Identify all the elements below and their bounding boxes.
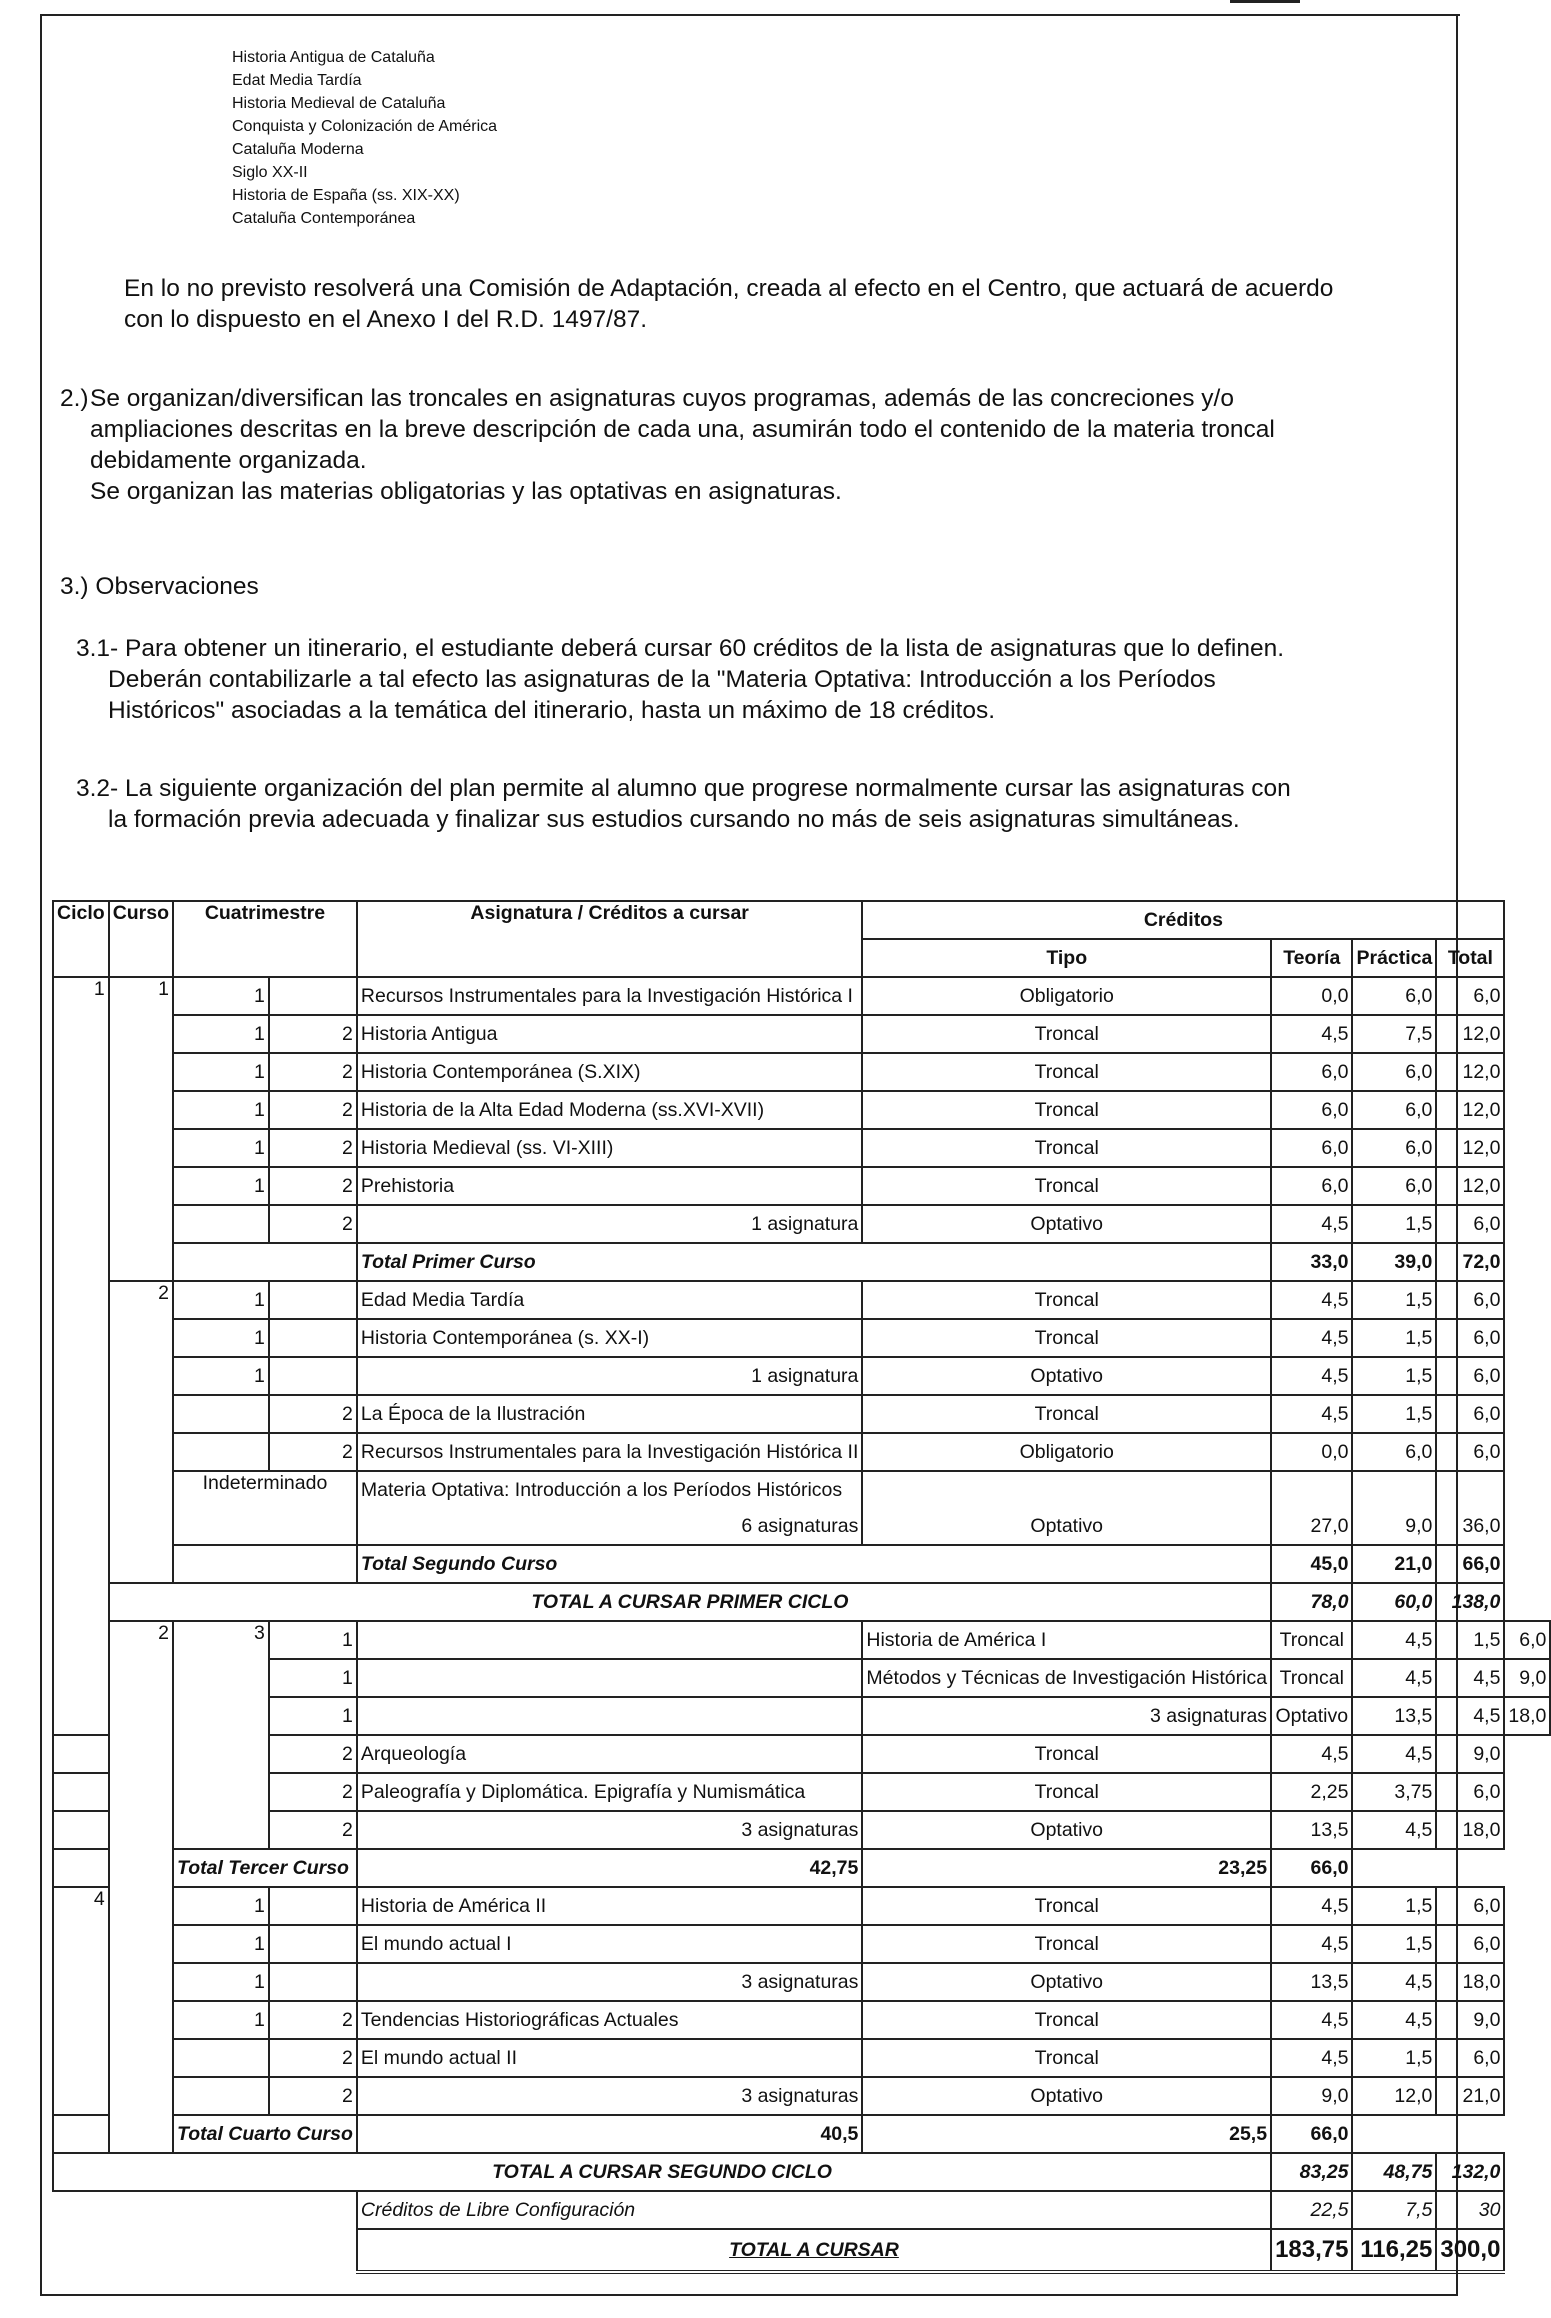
cuatri-2 — [269, 1887, 357, 1925]
tipo: Troncal — [862, 2039, 1271, 2077]
table-row — [53, 1433, 1550, 1471]
cuatri-2: 2 — [269, 2077, 357, 2115]
cuatri-1 — [173, 2039, 269, 2077]
tipo: Troncal — [862, 1167, 1271, 1205]
asignatura: Recursos Instrumentales para la Investigación Histórica I — [357, 977, 862, 1015]
intro-line-2: con lo dispuesto en el Anexo I del R.D. 1497/87. — [124, 306, 648, 333]
teoria: 4,5 — [1271, 2001, 1352, 2039]
practica: 6,0 — [1352, 1433, 1436, 1471]
header-curso: Curso — [109, 901, 173, 977]
cuatri-2 — [269, 977, 357, 1015]
total: 6,0 — [1436, 1357, 1504, 1395]
tipo: Obligatorio — [862, 1433, 1271, 1471]
tipo: Troncal — [1271, 1659, 1352, 1697]
cuatri-1: 1 — [173, 1887, 269, 1925]
tipo: Troncal — [862, 1091, 1271, 1129]
tipo: Troncal — [862, 1281, 1271, 1319]
cuatri-2 — [357, 1659, 862, 1697]
total: 9,0 — [1436, 2001, 1504, 2039]
total-label: Total Primer Curso — [357, 1243, 1271, 1281]
table-row — [53, 2039, 1550, 2077]
practica: 1,5 — [1352, 1925, 1436, 1963]
cycle-total-row — [53, 1583, 1550, 1621]
practica: 6,0 — [1352, 1129, 1436, 1167]
cycle-total-practica: 48,75 — [1352, 2153, 1436, 2191]
table-row — [53, 1281, 1550, 1319]
table-row — [53, 1963, 1550, 2001]
cuatri-1 — [173, 1205, 269, 1243]
cuatri-2: 2 — [269, 1091, 357, 1129]
tipo: Troncal — [862, 1887, 1271, 1925]
total: 6,0 — [1436, 2039, 1504, 2077]
asignatura: 3 asignaturas — [357, 1963, 862, 2001]
total-total: 72,0 — [1436, 1243, 1504, 1281]
cuatri-2 — [269, 1963, 357, 2001]
total-practica: 39,0 — [1352, 1243, 1436, 1281]
header-creditos: Créditos — [862, 901, 1504, 939]
teoria: 2,25 — [1271, 1773, 1352, 1811]
grand-total-total: 300,0 — [1436, 2229, 1504, 2272]
cuatri-2 — [269, 1925, 357, 1963]
cuatri-1 — [173, 1395, 269, 1433]
cuatri-1 — [173, 2077, 269, 2115]
teoria: 4,5 — [1271, 1395, 1352, 1433]
total-teoria: 45,0 — [1271, 1545, 1352, 1583]
total-label: Total Segundo Curso — [357, 1545, 1271, 1583]
teoria: 9,0 — [1271, 2077, 1352, 2115]
asignatura: Materia Optativa: Introducción a los Períodos Históricos — [357, 1471, 862, 1508]
cuatri-2 — [269, 1357, 357, 1395]
asignatura: Historia de América I — [862, 1621, 1271, 1659]
total: 36,0 — [1436, 1508, 1504, 1545]
total-practica: 25,5 — [862, 2115, 1271, 2153]
cycle-total-teoria: 78,0 — [1271, 1583, 1352, 1621]
total: 12,0 — [1436, 1091, 1504, 1129]
teoria: 4,5 — [1271, 1735, 1352, 1773]
teoria: 6,0 — [1271, 1053, 1352, 1091]
practica: 1,5 — [1352, 1319, 1436, 1357]
total: 6,0 — [1436, 1773, 1504, 1811]
asignatura: El mundo actual I — [357, 1925, 862, 1963]
practica: 7,5 — [1352, 1015, 1436, 1053]
libre-label: Créditos de Libre Configuración — [357, 2191, 1271, 2229]
cycle-total-total: 138,0 — [1436, 1583, 1504, 1621]
practica: 3,75 — [1352, 1773, 1436, 1811]
tipo: Optativo — [862, 2077, 1271, 2115]
table-row — [53, 1659, 1550, 1697]
tipo-empty — [862, 1471, 1271, 1508]
cuatri-2: 2 — [269, 1811, 357, 1849]
asignatura: Paleografía y Diplomática. Epigrafía y Numismática — [357, 1773, 862, 1811]
teoria: 4,5 — [1271, 1015, 1352, 1053]
grand-total-teoria: 183,75 — [1271, 2229, 1352, 2272]
cuatri-2: 2 — [269, 1735, 357, 1773]
grand-total-row — [53, 2229, 1550, 2272]
cuatri-1: 1 — [269, 1621, 357, 1659]
spacer — [53, 2229, 357, 2272]
teoria: 6,0 — [1271, 1091, 1352, 1129]
practica: 6,0 — [1352, 1167, 1436, 1205]
table-row — [53, 1735, 1550, 1773]
table-row — [53, 977, 1550, 1015]
teoria: 6,0 — [1271, 1129, 1352, 1167]
total: 6,0 — [1436, 1281, 1504, 1319]
header-tipo: Tipo — [862, 939, 1271, 977]
curso-cell: 4 — [53, 1887, 109, 2115]
total-total: 66,0 — [1271, 2115, 1352, 2153]
tipo: Optativo — [862, 1508, 1271, 1545]
libre-total: 30 — [1436, 2191, 1504, 2229]
practica: 4,5 — [1352, 1811, 1436, 1849]
total: 12,0 — [1436, 1053, 1504, 1091]
list-item: Historia de España (ss. XIX-XX) — [232, 187, 460, 204]
cuatri-2 — [357, 1697, 862, 1735]
practica: 1,5 — [1436, 1621, 1504, 1659]
tipo: Optativo — [862, 1811, 1271, 1849]
spacer — [53, 2115, 173, 2153]
table-row — [53, 1205, 1550, 1243]
cuatri-indeterminado: Indeterminado — [173, 1471, 357, 1545]
table-row — [53, 1091, 1550, 1129]
spacer — [173, 1545, 357, 1583]
total-total: 66,0 — [1436, 1545, 1504, 1583]
section-3-1-line-2: Deberán contabilizarle a tal efecto las asignaturas de la "Materia Optativa: Introducción a los Períodos — [108, 666, 1216, 693]
practica: 1,5 — [1352, 1357, 1436, 1395]
table-row — [53, 1129, 1550, 1167]
practica: 1,5 — [1352, 1281, 1436, 1319]
practica: 1,5 — [1352, 1395, 1436, 1433]
cuatri-1: 1 — [173, 1319, 269, 1357]
ciclo-cell: 2 — [109, 1621, 173, 2153]
total-teoria: 40,5 — [357, 2115, 862, 2153]
practica: 6,0 — [1352, 1053, 1436, 1091]
total: 6,0 — [1436, 1205, 1504, 1243]
tipo: Troncal — [862, 1925, 1271, 1963]
total: 21,0 — [1436, 2077, 1504, 2115]
spacer — [173, 1243, 357, 1281]
cuatri-1: 1 — [173, 1015, 269, 1053]
list-item: Historia Medieval de Cataluña — [232, 95, 446, 112]
curso-cell: 2 — [109, 1281, 173, 1583]
tipo: Troncal — [862, 1015, 1271, 1053]
practica: 9,0 — [1352, 1508, 1436, 1545]
asignatura: Edad Media Tardía — [357, 1281, 862, 1319]
teoria: 6,0 — [1271, 1167, 1352, 1205]
teoria: 13,5 — [1352, 1697, 1436, 1735]
teoria: 4,5 — [1271, 1281, 1352, 1319]
practica: 1,5 — [1352, 1887, 1436, 1925]
table-row — [53, 1773, 1550, 1811]
subject-list — [232, 46, 497, 230]
asignatura: 1 asignatura — [357, 1357, 862, 1395]
cuatri-1: 1 — [173, 1091, 269, 1129]
cuatri-2: 2 — [269, 1015, 357, 1053]
total: 6,0 — [1436, 1925, 1504, 1963]
total-row — [53, 1849, 1550, 1887]
libre-practica: 7,5 — [1352, 2191, 1436, 2229]
table-row — [53, 1811, 1550, 1849]
total: 12,0 — [1436, 1167, 1504, 1205]
teoria: 0,0 — [1271, 1433, 1352, 1471]
cuatri-2: 2 — [269, 2039, 357, 2077]
total: 6,0 — [1504, 1621, 1550, 1659]
total: 12,0 — [1436, 1015, 1504, 1053]
practica-empty — [1352, 1471, 1436, 1508]
libre-teoria: 22,5 — [1271, 2191, 1352, 2229]
header-row — [53, 901, 1550, 939]
asignatura-count: 6 asignaturas — [357, 1508, 862, 1545]
cuatri-2: 2 — [269, 1205, 357, 1243]
section-3-title: 3.) Observaciones — [60, 573, 259, 600]
spacer — [53, 1849, 173, 1887]
total: 6,0 — [1436, 977, 1504, 1015]
table-row — [53, 1167, 1550, 1205]
total-practica: 23,25 — [862, 1849, 1271, 1887]
total-label: Total Tercer Curso — [173, 1849, 357, 1887]
teoria: 4,5 — [1271, 1357, 1352, 1395]
total: 18,0 — [1436, 1963, 1504, 2001]
cuatri-1: 1 — [173, 977, 269, 1015]
tipo: Optativo — [862, 1963, 1271, 2001]
total-practica: 21,0 — [1352, 1545, 1436, 1583]
section-2-line-4: Se organizan las materias obligatorias y las optativas en asignaturas. — [90, 478, 842, 505]
tipo: Optativo — [862, 1205, 1271, 1243]
asignatura: Tendencias Historiográficas Actuales — [357, 2001, 862, 2039]
tipo: Troncal — [862, 1053, 1271, 1091]
cuatri-1 — [53, 1773, 109, 1811]
tipo: Optativo — [1271, 1697, 1352, 1735]
table-row — [53, 2077, 1550, 2115]
teoria: 4,5 — [1271, 1925, 1352, 1963]
cuatri-1 — [173, 1433, 269, 1471]
total: 12,0 — [1436, 1129, 1504, 1167]
header-asignatura: Asignatura / Créditos a cursar — [357, 901, 862, 977]
asignatura: 3 asignaturas — [862, 1697, 1271, 1735]
cuatri-2: 2 — [269, 1773, 357, 1811]
section-3-2-line-2: la formación previa adecuada y finalizar sus estudios cursando no más de seis asignaturas simultáneas. — [108, 806, 1240, 833]
practica: 4,5 — [1352, 2001, 1436, 2039]
tipo: Troncal — [862, 2001, 1271, 2039]
section-2-line-1: Se organizan/diversifican las troncales en asignaturas cuyos programas, además de las concreciones y/o — [90, 385, 1234, 412]
tipo: Troncal — [862, 1735, 1271, 1773]
asignatura: Historia Antigua — [357, 1015, 862, 1053]
total-empty — [1436, 1471, 1504, 1508]
curso-cell: 3 — [173, 1621, 269, 1849]
asignatura: 1 asignatura — [357, 1205, 862, 1243]
header-practica: Práctica — [1352, 939, 1436, 977]
intro-line-1: En lo no previsto resolverá una Comisión de Adaptación, creada al efecto en el Centro, que actuará de acuerdo — [124, 275, 1334, 302]
section-3-1-line-1: 3.1- Para obtener un itinerario, el estudiante deberá cursar 60 créditos de la lista de asignaturas que lo definen. — [76, 635, 1285, 662]
cuatri-1: 1 — [173, 1357, 269, 1395]
teoria: 4,5 — [1271, 1887, 1352, 1925]
cycle-total-total: 132,0 — [1436, 2153, 1504, 2191]
table-row — [53, 1319, 1550, 1357]
section-3-1-line-3: Históricos" asociadas a la temática del itinerario, hasta un máximo de 18 créditos. — [108, 697, 996, 724]
asignatura: 3 asignaturas — [357, 2077, 862, 2115]
table-row — [53, 1697, 1550, 1735]
asignatura: Historia de América II — [357, 1887, 862, 1925]
table-row — [53, 1887, 1550, 1925]
teoria: 4,5 — [1271, 1205, 1352, 1243]
asignatura: Historia de la Alta Edad Moderna (ss.XVI-XVII) — [357, 1091, 862, 1129]
teoria: 4,5 — [1271, 2039, 1352, 2077]
spacer — [53, 2191, 357, 2229]
practica: 4,5 — [1352, 1963, 1436, 2001]
cuatri-2: 2 — [269, 2001, 357, 2039]
cuatri-2: 2 — [269, 1433, 357, 1471]
practica: 4,5 — [1436, 1697, 1504, 1735]
section-2-number: 2.) — [60, 385, 89, 412]
cycle-total-row — [53, 2153, 1550, 2191]
cycle-total-practica: 60,0 — [1352, 1583, 1436, 1621]
table-row — [53, 1015, 1550, 1053]
header-total: Total — [1436, 939, 1504, 977]
list-item: Historia Antigua de Cataluña — [232, 49, 435, 66]
cuatri-2 — [269, 1281, 357, 1319]
cuatri-1: 1 — [173, 1925, 269, 1963]
practica: 6,0 — [1352, 1091, 1436, 1129]
total-row — [53, 2115, 1550, 2153]
table-row — [53, 1925, 1550, 1963]
practica: 12,0 — [1352, 2077, 1436, 2115]
corner-mark — [1230, 0, 1300, 3]
cuatri-1 — [53, 1811, 109, 1849]
table-row — [53, 2001, 1550, 2039]
cuatri-1: 1 — [173, 1053, 269, 1091]
total-row — [53, 1243, 1550, 1281]
practica: 4,5 — [1436, 1659, 1504, 1697]
tipo: Obligatorio — [862, 977, 1271, 1015]
teoria: 13,5 — [1271, 1811, 1352, 1849]
list-item: Conquista y Colonización de América — [232, 118, 498, 135]
curso-cell: 1 — [109, 977, 173, 1281]
list-item: Cataluña Contemporánea — [232, 210, 416, 227]
total: 6,0 — [1436, 1395, 1504, 1433]
cuatri-1: 1 — [269, 1659, 357, 1697]
cuatri-2: 2 — [269, 1053, 357, 1091]
cycle-total-label: TOTAL A CURSAR SEGUNDO CICLO — [53, 2153, 1271, 2191]
grand-total-label: TOTAL A CURSAR — [357, 2229, 1271, 2272]
tipo: Troncal — [1271, 1621, 1352, 1659]
asignatura: Historia Contemporánea (s. XX-I) — [357, 1319, 862, 1357]
header-ciclo: Ciclo — [53, 901, 109, 977]
total: 6,0 — [1436, 1433, 1504, 1471]
tipo: Troncal — [862, 1395, 1271, 1433]
total-total: 66,0 — [1271, 1849, 1352, 1887]
practica: 1,5 — [1352, 1205, 1436, 1243]
list-item: Cataluña Moderna — [232, 141, 364, 158]
tipo: Optativo — [862, 1357, 1271, 1395]
grand-total-practica: 116,25 — [1352, 2229, 1436, 2272]
section-3-2-line-1: 3.2- La siguiente organización del plan permite al alumno que progrese normalmente cursar las asignaturas con — [76, 775, 1291, 802]
total: 18,0 — [1504, 1697, 1550, 1735]
asignatura: El mundo actual II — [357, 2039, 862, 2077]
cuatri-2: 2 — [269, 1129, 357, 1167]
section-2-line-2: ampliaciones descritas en la breve descripción de cada una, asumirán todo el contenido de la materia troncal — [90, 416, 1275, 443]
cuatri-1: 1 — [269, 1697, 357, 1735]
table-row — [53, 1357, 1550, 1395]
total-row — [53, 1545, 1550, 1583]
asignatura: Historia Contemporánea (S.XIX) — [357, 1053, 862, 1091]
asignatura: 3 asignaturas — [357, 1811, 862, 1849]
cuatri-1 — [53, 1735, 109, 1773]
tipo: Troncal — [862, 1129, 1271, 1167]
total: 6,0 — [1436, 1319, 1504, 1357]
total: 6,0 — [1436, 1887, 1504, 1925]
list-item: Siglo XX-II — [232, 164, 308, 181]
teoria: 4,5 — [1352, 1659, 1436, 1697]
asignatura: La Época de la Ilustración — [357, 1395, 862, 1433]
asignatura: Historia Medieval (ss. VI-XIII) — [357, 1129, 862, 1167]
cuatri-2 — [357, 1621, 862, 1659]
libre-row — [53, 2191, 1550, 2229]
cycle-total-teoria: 83,25 — [1271, 2153, 1352, 2191]
teoria: 13,5 — [1271, 1963, 1352, 2001]
teoria-empty — [1271, 1471, 1352, 1508]
practica: 1,5 — [1352, 2039, 1436, 2077]
asignatura: Prehistoria — [357, 1167, 862, 1205]
section-2-line-3: debidamente organizada. — [90, 447, 367, 474]
teoria: 27,0 — [1271, 1508, 1352, 1545]
tipo: Troncal — [862, 1319, 1271, 1357]
header-cuatrimestre: Cuatrimestre — [173, 901, 357, 977]
cuatri-1: 1 — [173, 1167, 269, 1205]
asignatura: Recursos Instrumentales para la Investigación Histórica II — [357, 1433, 862, 1471]
asignatura: Métodos y Técnicas de Investigación Histórica — [862, 1659, 1271, 1697]
study-plan-table — [52, 900, 1551, 2274]
practica: 4,5 — [1352, 1735, 1436, 1773]
teoria: 0,0 — [1271, 977, 1352, 1015]
cuatri-1: 1 — [173, 1281, 269, 1319]
cuatri-1: 1 — [173, 1129, 269, 1167]
total-teoria: 33,0 — [1271, 1243, 1352, 1281]
total-teoria: 42,75 — [357, 1849, 862, 1887]
total-label: Total Cuarto Curso — [173, 2115, 357, 2153]
cuatri-1: 1 — [173, 2001, 269, 2039]
ciclo-cell: 1 — [53, 977, 109, 1735]
header-teoria: Teoría — [1271, 939, 1352, 977]
cuatri-2: 2 — [269, 1167, 357, 1205]
tipo: Troncal — [862, 1773, 1271, 1811]
table-row — [53, 1621, 1550, 1659]
table-row — [53, 1471, 1550, 1508]
list-item: Edat Media Tardía — [232, 72, 362, 89]
asignatura: Arqueología — [357, 1735, 862, 1773]
cuatri-2: 2 — [269, 1395, 357, 1433]
total: 9,0 — [1436, 1735, 1504, 1773]
total: 9,0 — [1504, 1659, 1550, 1697]
cuatri-2 — [269, 1319, 357, 1357]
teoria: 4,5 — [1271, 1319, 1352, 1357]
teoria: 4,5 — [1352, 1621, 1436, 1659]
practica: 6,0 — [1352, 977, 1436, 1015]
table-row — [53, 1395, 1550, 1433]
total: 18,0 — [1436, 1811, 1504, 1849]
table-row — [53, 1053, 1550, 1091]
cuatri-1: 1 — [173, 1963, 269, 2001]
cycle-total-label: TOTAL A CURSAR PRIMER CICLO — [109, 1583, 1271, 1621]
